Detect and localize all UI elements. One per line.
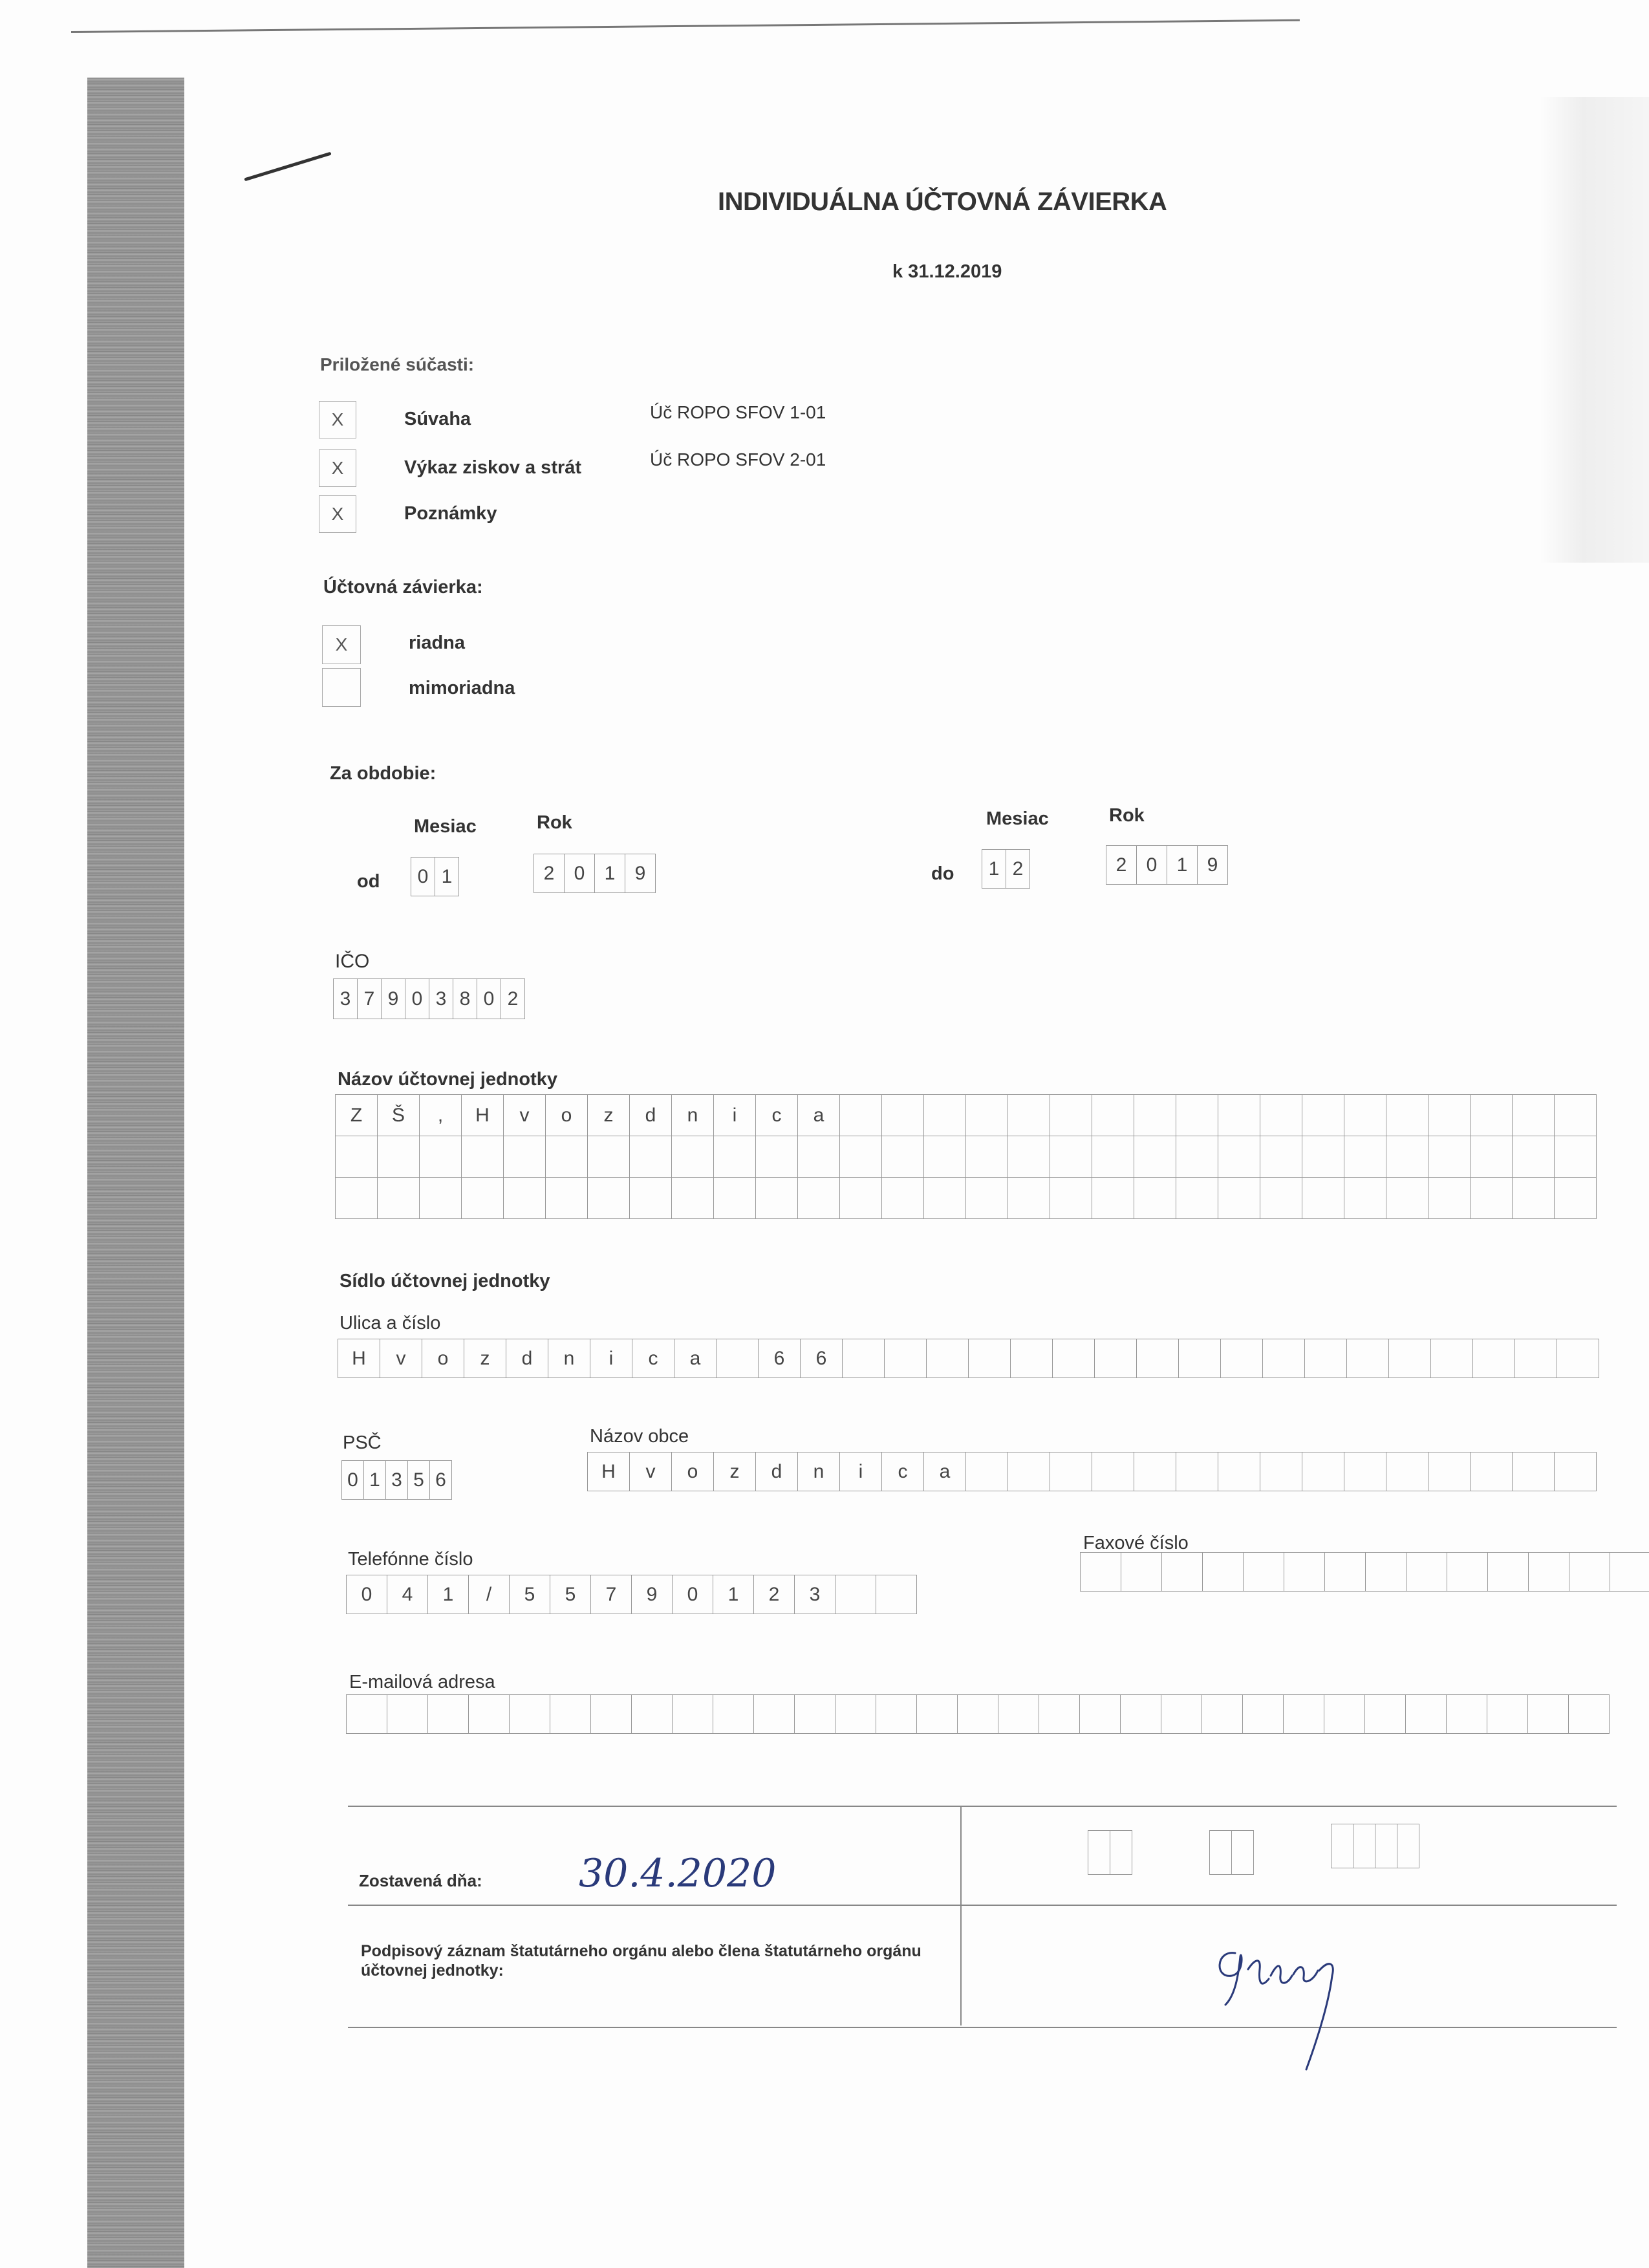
digit-box bbox=[1210, 1831, 1232, 1875]
char-box bbox=[1471, 1453, 1513, 1491]
char-box bbox=[1386, 1095, 1428, 1136]
char-box bbox=[1344, 1095, 1386, 1136]
char-box bbox=[1302, 1095, 1344, 1136]
char-box: 4 bbox=[387, 1575, 428, 1614]
char-box: i bbox=[714, 1095, 756, 1136]
char-box bbox=[1008, 1095, 1050, 1136]
char-box bbox=[1386, 1136, 1428, 1178]
char-box bbox=[1488, 1553, 1529, 1592]
entity-name-label: Názov účtovnej jednotky bbox=[338, 1069, 558, 1090]
char-box bbox=[798, 1178, 840, 1219]
char-box bbox=[1513, 1178, 1555, 1219]
town-label: Názov obce bbox=[590, 1426, 689, 1447]
char-box bbox=[1471, 1136, 1513, 1178]
digit-box: 1 bbox=[595, 854, 625, 893]
char-box bbox=[713, 1695, 754, 1734]
char-box bbox=[1179, 1339, 1221, 1378]
char-box: v bbox=[630, 1453, 672, 1491]
char-box bbox=[546, 1136, 588, 1178]
char-box: n bbox=[798, 1453, 840, 1491]
digit-box: 5 bbox=[408, 1461, 430, 1500]
char-box bbox=[840, 1178, 882, 1219]
char-box bbox=[1176, 1453, 1218, 1491]
char-box bbox=[1137, 1339, 1179, 1378]
digit-box bbox=[1397, 1824, 1419, 1868]
char-box bbox=[924, 1095, 966, 1136]
char-box bbox=[1428, 1453, 1471, 1491]
char-box bbox=[1513, 1453, 1555, 1491]
char-box bbox=[1243, 1695, 1284, 1734]
digit-box: 1 bbox=[982, 850, 1006, 889]
to-year-boxes[interactable] bbox=[1106, 845, 1228, 885]
digit-box: 9 bbox=[1198, 846, 1228, 885]
char-box bbox=[1569, 1553, 1610, 1592]
table-divider-vertical bbox=[960, 1806, 962, 2025]
char-box bbox=[378, 1178, 420, 1219]
digit-box: 3 bbox=[334, 979, 358, 1019]
compiled-date-handwritten: 30.4.2020 bbox=[579, 1851, 777, 1896]
char-box bbox=[1555, 1178, 1597, 1219]
digit-box: 1 bbox=[435, 858, 459, 896]
char-box bbox=[1406, 1553, 1447, 1592]
char-box: o bbox=[422, 1339, 464, 1378]
char-box: c bbox=[756, 1095, 798, 1136]
char-box bbox=[1428, 1178, 1471, 1219]
char-box: 1 bbox=[713, 1575, 754, 1614]
char-box bbox=[1121, 1695, 1161, 1734]
char-box bbox=[1325, 1553, 1366, 1592]
char-box: 3 bbox=[795, 1575, 835, 1614]
char-box: i bbox=[840, 1453, 882, 1491]
char-box bbox=[835, 1575, 876, 1614]
signature-label-line1: Podpisový záznam štatutárneho orgánu alebo člena štatutárneho orgánu bbox=[361, 1942, 921, 1960]
date-day-boxes[interactable] bbox=[1088, 1830, 1132, 1875]
entity-name-row bbox=[336, 1136, 1597, 1178]
char-box bbox=[504, 1136, 546, 1178]
char-box bbox=[504, 1178, 546, 1219]
char-box bbox=[1218, 1453, 1260, 1491]
char-box bbox=[387, 1695, 428, 1734]
char-box: z bbox=[588, 1095, 630, 1136]
char-box: i bbox=[590, 1339, 632, 1378]
char-box bbox=[469, 1695, 510, 1734]
date-month-boxes[interactable] bbox=[1209, 1830, 1254, 1875]
char-box bbox=[1176, 1136, 1218, 1178]
char-box bbox=[1134, 1453, 1176, 1491]
entity-name-grid[interactable] bbox=[335, 1094, 1597, 1219]
char-box bbox=[1555, 1453, 1597, 1491]
char-box bbox=[336, 1136, 378, 1178]
char-box bbox=[1513, 1136, 1555, 1178]
char-box bbox=[798, 1136, 840, 1178]
scan-edge-shadow bbox=[87, 78, 184, 2268]
to-label: do bbox=[931, 863, 954, 884]
attached-parts-heading: Priložené súčasti: bbox=[320, 354, 475, 374]
char-box bbox=[1134, 1136, 1176, 1178]
char-box: 0 bbox=[673, 1575, 713, 1614]
digit-box: 2 bbox=[501, 979, 525, 1019]
signature-table bbox=[348, 1806, 1617, 2028]
psc-boxes[interactable] bbox=[341, 1460, 452, 1500]
char-box bbox=[347, 1695, 387, 1734]
char-box bbox=[1302, 1136, 1344, 1178]
char-box bbox=[1080, 1695, 1121, 1734]
digit-box: 2 bbox=[1006, 850, 1030, 889]
char-box bbox=[1202, 1695, 1243, 1734]
char-box bbox=[1447, 1553, 1488, 1592]
char-box: z bbox=[714, 1453, 756, 1491]
fax-label: Faxové číslo bbox=[1083, 1533, 1189, 1553]
char-box: Š bbox=[378, 1095, 420, 1136]
char-box bbox=[840, 1095, 882, 1136]
digit-box bbox=[1110, 1831, 1132, 1875]
char-box: o bbox=[546, 1095, 588, 1136]
char-box bbox=[882, 1178, 924, 1219]
digit-box: 0 bbox=[342, 1461, 364, 1500]
char-box bbox=[1176, 1095, 1218, 1136]
char-box bbox=[630, 1136, 672, 1178]
char-box bbox=[1176, 1178, 1218, 1219]
char-box bbox=[1513, 1095, 1555, 1136]
char-box bbox=[924, 1136, 966, 1178]
char-box bbox=[966, 1178, 1008, 1219]
char-box bbox=[1039, 1695, 1080, 1734]
char-box bbox=[1428, 1136, 1471, 1178]
char-box bbox=[843, 1339, 885, 1378]
char-box bbox=[927, 1339, 969, 1378]
char-box bbox=[1011, 1339, 1053, 1378]
char-box bbox=[1008, 1136, 1050, 1178]
char-box bbox=[1305, 1339, 1347, 1378]
label-vykaz: Výkaz ziskov a strát bbox=[404, 457, 582, 478]
char-box: 5 bbox=[550, 1575, 591, 1614]
entity-name-row bbox=[336, 1095, 1597, 1136]
char-box bbox=[588, 1178, 630, 1219]
char-box bbox=[672, 1178, 714, 1219]
char-box bbox=[917, 1695, 958, 1734]
char-box bbox=[756, 1136, 798, 1178]
char-box bbox=[1134, 1178, 1176, 1219]
char-box bbox=[1050, 1136, 1092, 1178]
char-box bbox=[462, 1136, 504, 1178]
char-box bbox=[1008, 1453, 1050, 1491]
char-box: H bbox=[588, 1453, 630, 1491]
char-box bbox=[885, 1339, 927, 1378]
char-box: d bbox=[630, 1095, 672, 1136]
char-box bbox=[1344, 1178, 1386, 1219]
char-box: 6 bbox=[801, 1339, 843, 1378]
code-suvaha: Úč ROPO SFOV 1-01 bbox=[650, 402, 826, 422]
digit-box: 6 bbox=[430, 1461, 452, 1500]
char-box: H bbox=[338, 1339, 380, 1378]
char-box bbox=[1555, 1136, 1597, 1178]
char-box: Z bbox=[336, 1095, 378, 1136]
char-box bbox=[756, 1178, 798, 1219]
char-box: 1 bbox=[428, 1575, 469, 1614]
char-box bbox=[1161, 1695, 1202, 1734]
to-month-boxes[interactable] bbox=[982, 849, 1030, 889]
char-box bbox=[510, 1695, 550, 1734]
char-box bbox=[1260, 1178, 1302, 1219]
char-box: a bbox=[924, 1453, 966, 1491]
char-box bbox=[966, 1095, 1008, 1136]
char-box bbox=[1218, 1136, 1260, 1178]
digit-box: 8 bbox=[453, 979, 477, 1019]
char-box bbox=[1050, 1178, 1092, 1219]
char-box: a bbox=[674, 1339, 717, 1378]
char-box bbox=[1473, 1339, 1515, 1378]
from-month-boxes[interactable] bbox=[411, 857, 459, 896]
checkbox-riadna[interactable]: X bbox=[322, 625, 361, 664]
char-box bbox=[958, 1695, 998, 1734]
char-box bbox=[632, 1695, 673, 1734]
digit-box: 3 bbox=[386, 1461, 408, 1500]
char-box bbox=[630, 1178, 672, 1219]
checkbox-vykaz[interactable]: X bbox=[319, 449, 356, 487]
document-title: INDIVIDUÁLNA ÚČTOVNÁ ZÁVIERKA bbox=[718, 188, 1167, 216]
char-box bbox=[1389, 1339, 1431, 1378]
ico-label: IČO bbox=[335, 951, 370, 972]
digit-box: 1 bbox=[1167, 846, 1198, 885]
char-box bbox=[876, 1575, 917, 1614]
digit-box: 0 bbox=[405, 979, 429, 1019]
char-box bbox=[1092, 1453, 1134, 1491]
char-box bbox=[1260, 1136, 1302, 1178]
checkbox-poznamky[interactable]: X bbox=[319, 495, 356, 533]
char-box: d bbox=[756, 1453, 798, 1491]
psc-label: PSČ bbox=[343, 1432, 382, 1453]
char-box bbox=[1324, 1695, 1365, 1734]
digit-box bbox=[1375, 1824, 1397, 1868]
char-box bbox=[1366, 1553, 1406, 1592]
char-box: / bbox=[469, 1575, 510, 1614]
to-month-label: Mesiac bbox=[986, 808, 1049, 829]
phone-label: Telefónne číslo bbox=[348, 1549, 473, 1570]
char-box bbox=[714, 1136, 756, 1178]
char-box bbox=[882, 1095, 924, 1136]
pen-stroke-mark bbox=[244, 152, 331, 182]
email-boxes[interactable] bbox=[346, 1694, 1610, 1734]
digit-box: 9 bbox=[625, 854, 656, 893]
entity-name-row bbox=[336, 1178, 1597, 1219]
checkbox-mimoriadna[interactable] bbox=[322, 668, 361, 707]
digit-box bbox=[1353, 1824, 1375, 1868]
from-month-label: Mesiac bbox=[414, 816, 477, 837]
char-box bbox=[754, 1695, 795, 1734]
char-box bbox=[840, 1136, 882, 1178]
digit-box: 0 bbox=[1137, 846, 1167, 885]
char-box: z bbox=[464, 1339, 506, 1378]
char-box: 9 bbox=[632, 1575, 673, 1614]
digit-box: 0 bbox=[565, 854, 595, 893]
char-box bbox=[1221, 1339, 1263, 1378]
char-box: 0 bbox=[347, 1575, 387, 1614]
scan-right-haze bbox=[1539, 97, 1649, 563]
town-boxes[interactable] bbox=[587, 1452, 1597, 1491]
digit-box: 9 bbox=[382, 979, 405, 1019]
label-riadna: riadna bbox=[409, 632, 466, 653]
char-box bbox=[1260, 1095, 1302, 1136]
char-box bbox=[1263, 1339, 1305, 1378]
label-poznamky: Poznámky bbox=[404, 503, 497, 524]
char-box bbox=[550, 1695, 591, 1734]
to-year-label: Rok bbox=[1109, 805, 1145, 826]
from-year-label: Rok bbox=[537, 812, 572, 833]
street-label: Ulica a číslo bbox=[339, 1313, 441, 1334]
char-box bbox=[420, 1178, 462, 1219]
char-box: v bbox=[380, 1339, 422, 1378]
char-box bbox=[1218, 1178, 1260, 1219]
digit-box: 2 bbox=[534, 854, 565, 893]
char-box bbox=[1203, 1553, 1244, 1592]
char-box bbox=[420, 1136, 462, 1178]
char-box bbox=[1529, 1553, 1569, 1592]
char-box bbox=[1134, 1095, 1176, 1136]
char-box bbox=[1218, 1095, 1260, 1136]
label-suvaha: Súvaha bbox=[404, 409, 471, 429]
char-box bbox=[462, 1178, 504, 1219]
char-box bbox=[795, 1695, 835, 1734]
char-box bbox=[1347, 1339, 1389, 1378]
email-label: E-mailová adresa bbox=[349, 1672, 495, 1692]
char-box bbox=[428, 1695, 469, 1734]
char-box bbox=[1487, 1695, 1528, 1734]
char-box: v bbox=[504, 1095, 546, 1136]
digit-box: 1 bbox=[364, 1461, 386, 1500]
char-box bbox=[1557, 1339, 1599, 1378]
char-box bbox=[588, 1136, 630, 1178]
digit-box: 0 bbox=[411, 858, 435, 896]
char-box bbox=[717, 1339, 759, 1378]
char-box bbox=[1092, 1095, 1134, 1136]
char-box bbox=[1095, 1339, 1137, 1378]
compiled-label: Zostavená dňa: bbox=[359, 1871, 482, 1890]
char-box: a bbox=[798, 1095, 840, 1136]
char-box bbox=[1610, 1553, 1649, 1592]
char-box bbox=[1081, 1553, 1121, 1592]
char-box bbox=[1471, 1095, 1513, 1136]
digit-box: 2 bbox=[1106, 846, 1137, 885]
char-box bbox=[1050, 1095, 1092, 1136]
char-box bbox=[1406, 1695, 1447, 1734]
digit-box: 3 bbox=[429, 979, 453, 1019]
char-box bbox=[714, 1178, 756, 1219]
digit-box: 7 bbox=[358, 979, 382, 1019]
char-box bbox=[1302, 1178, 1344, 1219]
char-box bbox=[1092, 1178, 1134, 1219]
phone-boxes[interactable] bbox=[346, 1575, 917, 1614]
street-boxes[interactable] bbox=[338, 1339, 1599, 1378]
char-box: , bbox=[420, 1095, 462, 1136]
char-box bbox=[1092, 1136, 1134, 1178]
seat-heading: Sídlo účtovnej jednotky bbox=[339, 1271, 550, 1291]
char-box bbox=[1428, 1095, 1471, 1136]
char-box: 6 bbox=[759, 1339, 801, 1378]
char-box: 2 bbox=[754, 1575, 795, 1614]
char-box bbox=[1053, 1339, 1095, 1378]
signature-label-line2: účtovnej jednotky: bbox=[361, 1961, 504, 1980]
char-box: H bbox=[462, 1095, 504, 1136]
char-box bbox=[378, 1136, 420, 1178]
char-box: 5 bbox=[510, 1575, 550, 1614]
code-vykaz: Úč ROPO SFOV 2-01 bbox=[650, 449, 826, 470]
char-box bbox=[882, 1136, 924, 1178]
char-box bbox=[1344, 1136, 1386, 1178]
char-box bbox=[1050, 1453, 1092, 1491]
signature-image bbox=[1209, 1930, 1390, 2086]
char-box bbox=[1284, 1695, 1324, 1734]
char-box bbox=[1121, 1553, 1162, 1592]
closure-type-heading: Účtovná závierka: bbox=[323, 577, 483, 598]
char-box: o bbox=[672, 1453, 714, 1491]
ico-boxes[interactable] bbox=[333, 978, 525, 1019]
char-box bbox=[969, 1339, 1011, 1378]
char-box: d bbox=[506, 1339, 548, 1378]
char-box: c bbox=[882, 1453, 924, 1491]
char-box bbox=[1515, 1339, 1557, 1378]
table-divider-horizontal bbox=[348, 1905, 1617, 1906]
char-box bbox=[546, 1178, 588, 1219]
char-box bbox=[1555, 1095, 1597, 1136]
from-label: od bbox=[357, 871, 380, 892]
digit-box bbox=[1232, 1831, 1254, 1875]
as-of-date: k 31.12.2019 bbox=[892, 261, 1002, 282]
char-box bbox=[1386, 1453, 1428, 1491]
char-box bbox=[835, 1695, 876, 1734]
char-box: n bbox=[672, 1095, 714, 1136]
char-box: 7 bbox=[591, 1575, 632, 1614]
char-box bbox=[672, 1136, 714, 1178]
char-box bbox=[966, 1453, 1008, 1491]
checkbox-suvaha[interactable]: X bbox=[319, 401, 356, 438]
char-box bbox=[1431, 1339, 1473, 1378]
digit-box bbox=[1088, 1831, 1110, 1875]
digit-box bbox=[1331, 1824, 1353, 1868]
digit-box: 0 bbox=[477, 979, 501, 1019]
char-box bbox=[1528, 1695, 1569, 1734]
char-box bbox=[1386, 1178, 1428, 1219]
char-box bbox=[1244, 1553, 1284, 1592]
from-year-boxes[interactable] bbox=[534, 854, 656, 893]
char-box bbox=[1260, 1453, 1302, 1491]
label-mimoriadna: mimoriadna bbox=[409, 678, 515, 698]
char-box: n bbox=[548, 1339, 590, 1378]
date-year-boxes[interactable] bbox=[1331, 1824, 1419, 1868]
char-box bbox=[924, 1178, 966, 1219]
char-box bbox=[1365, 1695, 1406, 1734]
char-box bbox=[1471, 1178, 1513, 1219]
signature-label bbox=[361, 1941, 956, 1980]
char-box bbox=[1447, 1695, 1487, 1734]
char-box bbox=[336, 1178, 378, 1219]
char-box bbox=[1302, 1453, 1344, 1491]
char-box: c bbox=[632, 1339, 674, 1378]
char-box bbox=[1008, 1178, 1050, 1219]
char-box bbox=[876, 1695, 917, 1734]
fax-boxes[interactable] bbox=[1080, 1552, 1649, 1592]
char-box bbox=[1569, 1695, 1610, 1734]
char-box bbox=[1344, 1453, 1386, 1491]
char-box bbox=[591, 1695, 632, 1734]
char-box bbox=[1162, 1553, 1203, 1592]
scan-top-line bbox=[71, 19, 1300, 33]
char-box bbox=[673, 1695, 713, 1734]
char-box bbox=[1284, 1553, 1325, 1592]
char-box bbox=[998, 1695, 1039, 1734]
char-box bbox=[966, 1136, 1008, 1178]
period-heading: Za obdobie: bbox=[330, 763, 436, 784]
